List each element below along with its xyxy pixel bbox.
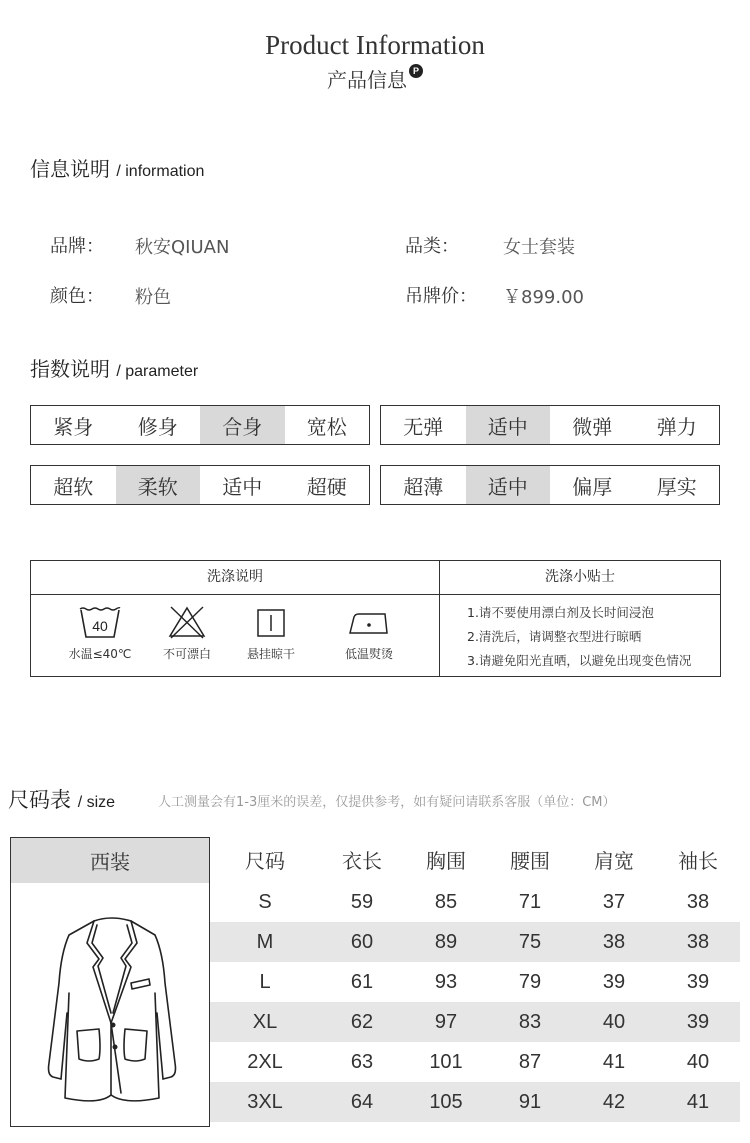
size-cell: 85 bbox=[434, 890, 458, 913]
thickness-option: 厚实 bbox=[656, 474, 697, 499]
size-cell: 42 bbox=[602, 1090, 626, 1113]
thickness-scale bbox=[380, 465, 720, 505]
param-title-cn: 指数说明 bbox=[30, 357, 110, 381]
low-iron-icon bbox=[347, 605, 391, 639]
size-cell: 71 bbox=[518, 890, 542, 913]
fit-option: 修身 bbox=[137, 414, 178, 439]
price-value: ￥899.00 bbox=[503, 287, 584, 308]
size-cell: 3XL bbox=[247, 1090, 283, 1113]
softness-option: 超软 bbox=[53, 474, 94, 499]
size-cell: 60 bbox=[350, 930, 374, 953]
size-cell: 39 bbox=[686, 970, 710, 993]
param-title-en: / parameter bbox=[116, 363, 199, 380]
size-cell: 64 bbox=[350, 1090, 374, 1113]
color-label: 颜色： bbox=[50, 286, 104, 307]
garment-panel bbox=[10, 837, 210, 1127]
page-title-cn bbox=[0, 64, 750, 93]
param-section-title bbox=[30, 353, 198, 382]
no-bleach-icon bbox=[167, 605, 207, 639]
table-row bbox=[210, 922, 740, 962]
table-row bbox=[210, 1002, 740, 1042]
softness-option: 柔软 bbox=[116, 466, 201, 504]
size-cell: 105 bbox=[429, 1090, 463, 1113]
size-cell: 41 bbox=[686, 1090, 710, 1113]
category-value: 女士套装 bbox=[503, 237, 575, 258]
wash-icon-item bbox=[324, 605, 414, 662]
size-cell: S bbox=[258, 890, 272, 913]
brand-value: 秋安QIUAN bbox=[135, 237, 230, 258]
hang-dry-label: 悬挂晾干 bbox=[246, 647, 295, 661]
softness-option: 适中 bbox=[222, 474, 263, 499]
page-title-cn-text: 产品信息 bbox=[327, 68, 407, 92]
size-title-en: / size bbox=[77, 794, 116, 811]
info-section-title bbox=[30, 153, 204, 182]
fit-option: 宽松 bbox=[306, 414, 347, 439]
size-cell: 38 bbox=[686, 890, 710, 913]
stretch-option: 无弹 bbox=[403, 414, 444, 439]
size-note: 人工测量会有1-3厘米的误差，仅提供参考，如有疑问请联系客服（单位：CM） bbox=[158, 795, 616, 810]
size-cell: 2XL bbox=[247, 1050, 283, 1073]
wash-temp-label: 水温≤40℃ bbox=[68, 647, 132, 661]
fit-option: 紧身 bbox=[53, 414, 94, 439]
no-bleach-label: 不可漂白 bbox=[162, 647, 211, 661]
size-col-header: 腰围 bbox=[510, 849, 550, 873]
wash-header-right: 洗涤小贴士 bbox=[545, 569, 615, 585]
size-col-header: 衣长 bbox=[342, 849, 382, 873]
fit-option: 合身 bbox=[200, 406, 285, 444]
size-cell: 37 bbox=[602, 890, 626, 913]
wash-divider-h bbox=[31, 594, 720, 595]
wash-tip: 2.清洗后，请调整衣型进行晾晒 bbox=[467, 629, 642, 644]
stretch-option: 弹力 bbox=[656, 414, 697, 439]
size-cell: 61 bbox=[350, 970, 374, 993]
stretch-scale bbox=[380, 405, 720, 445]
wash-tip: 3.请避免阳光直晒，以避免出现变色情况 bbox=[467, 653, 692, 668]
wash-40-icon bbox=[78, 605, 122, 639]
size-cell: 38 bbox=[602, 930, 626, 953]
table-row bbox=[210, 962, 740, 1002]
size-cell: 39 bbox=[602, 970, 626, 993]
blazer-icon bbox=[39, 913, 184, 1108]
size-cell: 91 bbox=[518, 1090, 542, 1113]
size-cell: 40 bbox=[602, 1010, 626, 1033]
info-title-en: / information bbox=[116, 163, 205, 180]
size-cell: M bbox=[256, 930, 274, 953]
table-row bbox=[210, 1082, 740, 1122]
thickness-option: 超薄 bbox=[403, 474, 444, 499]
size-cell: 89 bbox=[434, 930, 458, 953]
category-label: 品类： bbox=[405, 236, 459, 257]
wash-icon-item bbox=[142, 605, 232, 662]
size-cell: 97 bbox=[434, 1010, 458, 1033]
thickness-option: 偏厚 bbox=[572, 474, 613, 499]
wash-icon-item bbox=[226, 605, 316, 662]
size-cell: 75 bbox=[518, 930, 542, 953]
size-cell: XL bbox=[252, 1010, 278, 1033]
fit-scale bbox=[30, 405, 370, 445]
size-cell: 101 bbox=[429, 1050, 463, 1073]
size-title-cn: 尺码表 bbox=[8, 788, 71, 812]
size-cell: 83 bbox=[518, 1010, 542, 1033]
color-value: 粉色 bbox=[135, 287, 171, 308]
wash-icon-item bbox=[55, 605, 145, 662]
size-section-title bbox=[8, 784, 115, 814]
size-col-header: 袖长 bbox=[678, 849, 718, 873]
stretch-option: 微弹 bbox=[572, 414, 613, 439]
price-label: 吊牌价： bbox=[405, 286, 477, 307]
wash-temp-number: 40 bbox=[92, 618, 108, 634]
size-cell: 79 bbox=[518, 970, 542, 993]
size-cell: 62 bbox=[350, 1010, 374, 1033]
size-cell: 59 bbox=[350, 890, 374, 913]
wash-instructions-table bbox=[30, 560, 721, 677]
size-cell: L bbox=[259, 970, 271, 993]
garment-name: 西装 bbox=[11, 838, 209, 883]
wash-tip: 1.请不要使用漂白剂及长时间浸泡 bbox=[467, 605, 654, 620]
size-col-header: 胸围 bbox=[426, 849, 466, 873]
wash-tips-list bbox=[467, 601, 691, 673]
size-col-header: 尺码 bbox=[245, 849, 285, 873]
size-cell: 41 bbox=[602, 1050, 626, 1073]
stretch-option: 适中 bbox=[466, 406, 551, 444]
wash-header-left: 洗涤说明 bbox=[207, 569, 263, 585]
size-col-header: 肩宽 bbox=[594, 849, 634, 873]
size-cell: 38 bbox=[686, 930, 710, 953]
softness-scale bbox=[30, 465, 370, 505]
p-badge-icon: P bbox=[409, 64, 423, 78]
softness-option: 超硬 bbox=[306, 474, 347, 499]
brand-label: 品牌： bbox=[50, 236, 104, 257]
table-row bbox=[210, 1042, 740, 1082]
table-row bbox=[210, 882, 740, 922]
size-cell: 93 bbox=[434, 970, 458, 993]
hang-dry-icon bbox=[256, 605, 286, 639]
thickness-option: 适中 bbox=[466, 466, 551, 504]
info-title-cn: 信息说明 bbox=[30, 157, 110, 181]
low-iron-label: 低温熨烫 bbox=[344, 647, 393, 661]
size-cell: 87 bbox=[518, 1050, 542, 1073]
size-table bbox=[210, 837, 740, 1122]
size-cell: 63 bbox=[350, 1050, 374, 1073]
size-cell: 40 bbox=[686, 1050, 710, 1073]
size-cell: 39 bbox=[686, 1010, 710, 1033]
size-table-header bbox=[210, 837, 740, 882]
page-title-en: Product Information bbox=[265, 30, 485, 60]
